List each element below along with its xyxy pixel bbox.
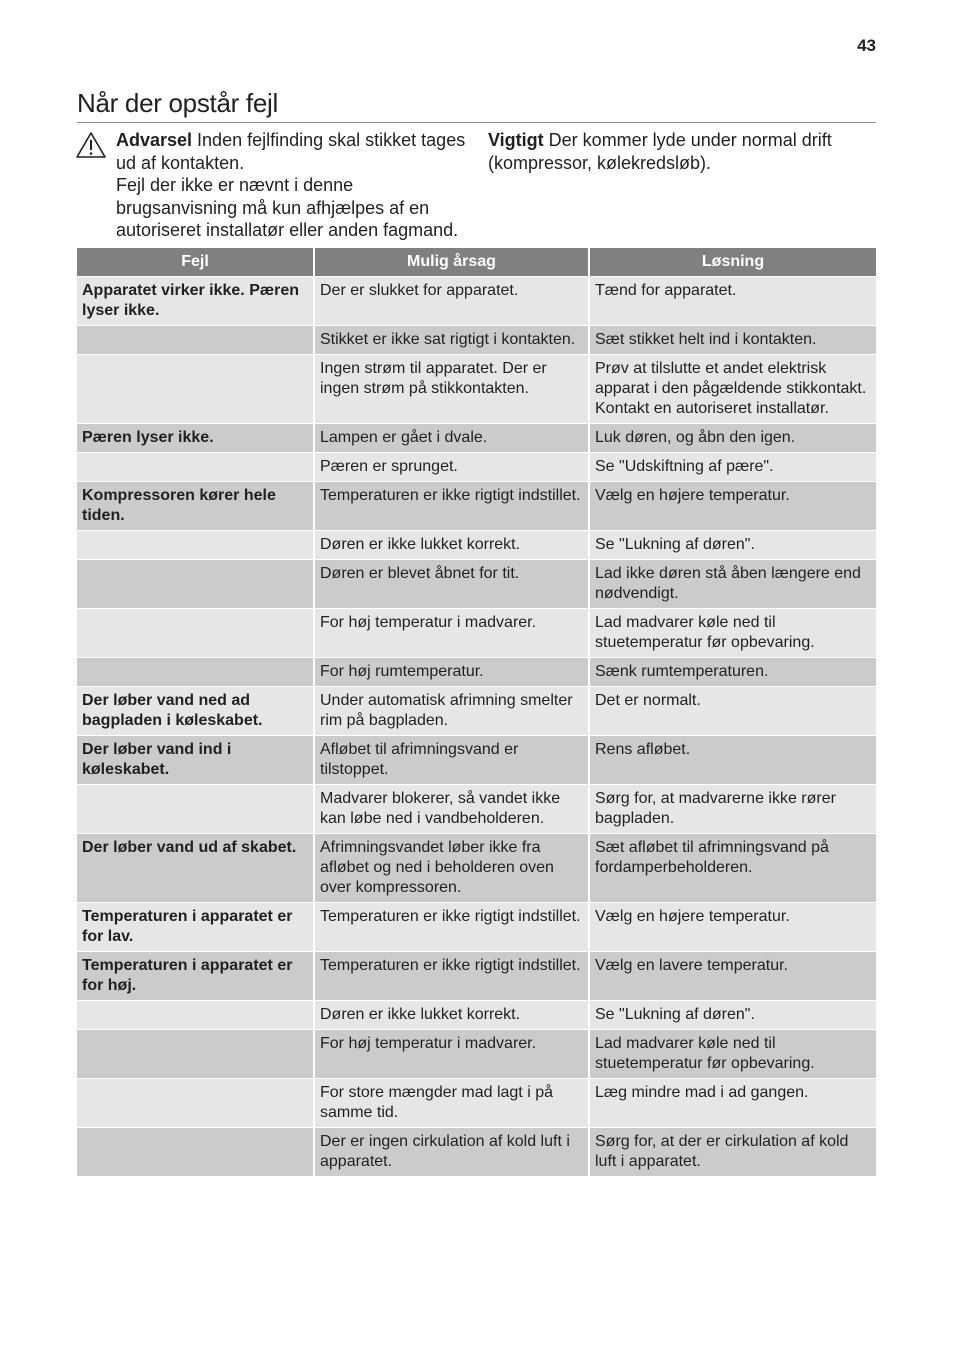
solution-cell (589, 687, 876, 736)
fault-cell (77, 952, 314, 1001)
cause-cell-text: Ingen strøm til apparatet. Der er ingen strøm på stikkontakten. (320, 360, 547, 397)
fault-cell (77, 482, 314, 531)
solution-cell (589, 560, 876, 609)
fault-cell (77, 277, 314, 326)
solution-cell (589, 326, 876, 355)
fault-cell (77, 1079, 314, 1128)
fault-cell (77, 834, 314, 903)
fault-cell (77, 687, 314, 736)
cause-cell (314, 834, 589, 903)
cause-cell (314, 277, 589, 326)
cause-cell-text: Temperaturen er ikke rigtigt indstillet. (320, 908, 581, 925)
cause-cell (314, 1079, 589, 1128)
fault-cell-text: Der løber vand ind i køleskabet. (82, 741, 232, 778)
solution-cell-text: Lad madvarer køle ned til stuetemperatur før opbevaring. (595, 614, 815, 651)
table-row (77, 277, 876, 326)
solution-cell-text: Rens afløbet. (595, 741, 691, 758)
cause-cell-text: Madvarer blokerer, så vandet ikke kan løbe ned i vandbeholderen. (320, 790, 561, 827)
fault-cell (77, 736, 314, 785)
cause-cell (314, 424, 589, 453)
solution-cell (589, 903, 876, 952)
solution-cell-text: Læg mindre mad i ad gangen. (595, 1084, 809, 1101)
fault-cell (77, 1001, 314, 1030)
header-solution: Løsning (589, 248, 876, 277)
cause-cell-text: Døren er blevet åbnet for tit. (320, 565, 520, 582)
header-fault: Fejl (77, 248, 314, 277)
cause-cell-text: Under automatisk afrimning smelter rim på bagpladen. (320, 692, 573, 729)
header-cause: Mulig årsag (314, 248, 589, 277)
cause-cell (314, 482, 589, 531)
solution-cell-text-2: Kontakt en autoriseret installatør. (595, 400, 829, 417)
fault-cell-text: Temperaturen i apparatet er for lav. (82, 908, 293, 945)
fault-cell (77, 355, 314, 424)
cause-cell (314, 736, 589, 785)
fault-cell-text: Temperaturen i apparatet er for høj. (82, 957, 293, 994)
table-row (77, 482, 876, 531)
cause-cell (314, 687, 589, 736)
fault-cell (77, 531, 314, 560)
fault-cell-text: Der løber vand ned ad bagpladen i køleskabet. (82, 692, 263, 729)
warning-notice (116, 129, 471, 242)
solution-cell (589, 453, 876, 482)
table-row (77, 785, 876, 834)
warning-triangle-icon (75, 131, 107, 159)
cause-cell-text: Temperaturen er ikke rigtigt indstillet. (320, 487, 581, 504)
solution-cell-text: Lad madvarer køle ned til stuetemperatur før opbevaring. (595, 1035, 815, 1072)
cause-cell (314, 531, 589, 560)
table-row (77, 531, 876, 560)
cause-cell-text: For høj rumtemperatur. (320, 663, 484, 680)
fault-cell (77, 658, 314, 687)
solution-cell-text: Se "Udskiftning af pære". (595, 458, 774, 475)
solution-cell-text: Vælg en højere temperatur. (595, 908, 790, 925)
fault-cell (77, 424, 314, 453)
solution-cell (589, 609, 876, 658)
solution-cell (589, 1001, 876, 1030)
cause-cell-text: For høj temperatur i madvarer. (320, 614, 537, 631)
table-row (77, 1030, 876, 1079)
important-label: Vigtigt (488, 130, 544, 150)
solution-cell-text: Tænd for apparatet. (595, 282, 737, 299)
solution-cell (589, 531, 876, 560)
solution-cell (589, 1030, 876, 1079)
table-row (77, 1001, 876, 1030)
cause-cell (314, 326, 589, 355)
table-row (77, 453, 876, 482)
cause-cell-text: Døren er ikke lukket korrekt. (320, 1006, 521, 1023)
solution-cell (589, 355, 876, 424)
cause-cell (314, 658, 589, 687)
cause-cell (314, 609, 589, 658)
solution-cell-text: Sæt afløbet til afrimningsvand på fordamperbeholderen. (595, 839, 829, 876)
table-row (77, 560, 876, 609)
cause-cell-text: Der er slukket for apparatet. (320, 282, 519, 299)
page-number: 43 (857, 36, 876, 55)
title-divider (77, 122, 876, 123)
solution-cell-text: Prøv at tilslutte et andet elektrisk apparat i den pågældende stikkontakt. (595, 360, 867, 397)
important-notice (488, 129, 878, 174)
cause-cell-text: Afløbet til afrimningsvand er tilstoppet. (320, 741, 519, 778)
fault-cell (77, 903, 314, 952)
solution-cell (589, 424, 876, 453)
table-row (77, 609, 876, 658)
solution-cell (589, 658, 876, 687)
fault-cell-text: Apparatet virker ikke. Pæren lyser ikke. (82, 282, 299, 319)
solution-cell-text: Det er normalt. (595, 692, 701, 709)
cause-cell (314, 1030, 589, 1079)
cause-cell (314, 785, 589, 834)
troubleshooting-table (77, 248, 876, 1176)
cause-cell (314, 355, 589, 424)
warning-text: Inden fejlfinding skal stikket tages ud af kontakten. (116, 130, 466, 173)
solution-cell-text: Vælg en lavere temperatur. (595, 957, 788, 974)
page-title: Når der opstår fejl (77, 88, 278, 118)
solution-cell-text: Sænk rumtemperaturen. (595, 663, 769, 680)
fault-cell (77, 560, 314, 609)
fault-cell (77, 1030, 314, 1079)
table-row (77, 326, 876, 355)
cause-cell-text: Lampen er gået i dvale. (320, 429, 488, 446)
cause-cell (314, 560, 589, 609)
solution-cell-text: Sørg for, at der er cirkulation af kold luft i apparatet. (595, 1133, 849, 1170)
table-row (77, 658, 876, 687)
important-text: Der kommer lyde under normal drift (kompressor, kølekredsløb). (488, 130, 832, 173)
table-row (77, 687, 876, 736)
solution-cell (589, 785, 876, 834)
solution-cell-text: Sæt stikket helt ind i kontakten. (595, 331, 817, 348)
table-row (77, 1079, 876, 1128)
fault-cell (77, 326, 314, 355)
fault-cell-text: Pæren lyser ikke. (82, 429, 214, 446)
cause-cell-text: Temperaturen er ikke rigtigt indstillet. (320, 957, 581, 974)
warning-label: Advarsel (116, 130, 193, 150)
table-row (77, 834, 876, 903)
table-header-row (77, 248, 876, 277)
cause-cell (314, 453, 589, 482)
solution-cell (589, 1128, 876, 1177)
solution-cell (589, 834, 876, 903)
fault-cell (77, 609, 314, 658)
cause-cell-text: Pæren er sprunget. (320, 458, 458, 475)
cause-cell-text: Der er ingen cirkulation af kold luft i apparatet. (320, 1133, 570, 1170)
solution-cell-text: Luk døren, og åbn den igen. (595, 429, 796, 446)
solution-cell (589, 482, 876, 531)
solution-cell-text: Se "Lukning af døren". (595, 536, 755, 553)
solution-cell-text: Se "Lukning af døren". (595, 1006, 755, 1023)
fault-cell (77, 785, 314, 834)
solution-cell (589, 736, 876, 785)
solution-cell (589, 277, 876, 326)
table-row (77, 355, 876, 424)
cause-cell (314, 903, 589, 952)
solution-cell (589, 1079, 876, 1128)
fault-cell-text: Kompressoren kører hele tiden. (82, 487, 276, 524)
solution-cell (589, 952, 876, 1001)
warning-text-2: Fejl der ikke er nævnt i denne brugsanvisning må kun afhjælpes af en autoriseret installatør eller anden fagmand. (116, 175, 459, 241)
solution-cell-text: Sørg for, at madvarerne ikke rører bagpladen. (595, 790, 836, 827)
cause-cell (314, 952, 589, 1001)
fault-cell (77, 453, 314, 482)
fault-cell-text: Der løber vand ud af skabet. (82, 839, 297, 856)
table-row (77, 1128, 876, 1177)
cause-cell-text: For høj temperatur i madvarer. (320, 1035, 537, 1052)
table-row (77, 424, 876, 453)
cause-cell-text: Døren er ikke lukket korrekt. (320, 536, 521, 553)
fault-cell (77, 1128, 314, 1177)
solution-cell-text: Lad ikke døren stå åben længere end nødvendigt. (595, 565, 861, 602)
cause-cell-text: Afrimningsvandet løber ikke fra afløbet og ned i beholderen oven over kompressoren. (320, 839, 554, 896)
cause-cell (314, 1128, 589, 1177)
cause-cell (314, 1001, 589, 1030)
table-row (77, 736, 876, 785)
solution-cell-text: Vælg en højere temperatur. (595, 487, 790, 504)
cause-cell-text: Stikket er ikke sat rigtigt i kontakten. (320, 331, 576, 348)
cause-cell-text: For store mængder mad lagt i på samme tid. (320, 1084, 553, 1121)
table-row (77, 903, 876, 952)
table-row (77, 952, 876, 1001)
